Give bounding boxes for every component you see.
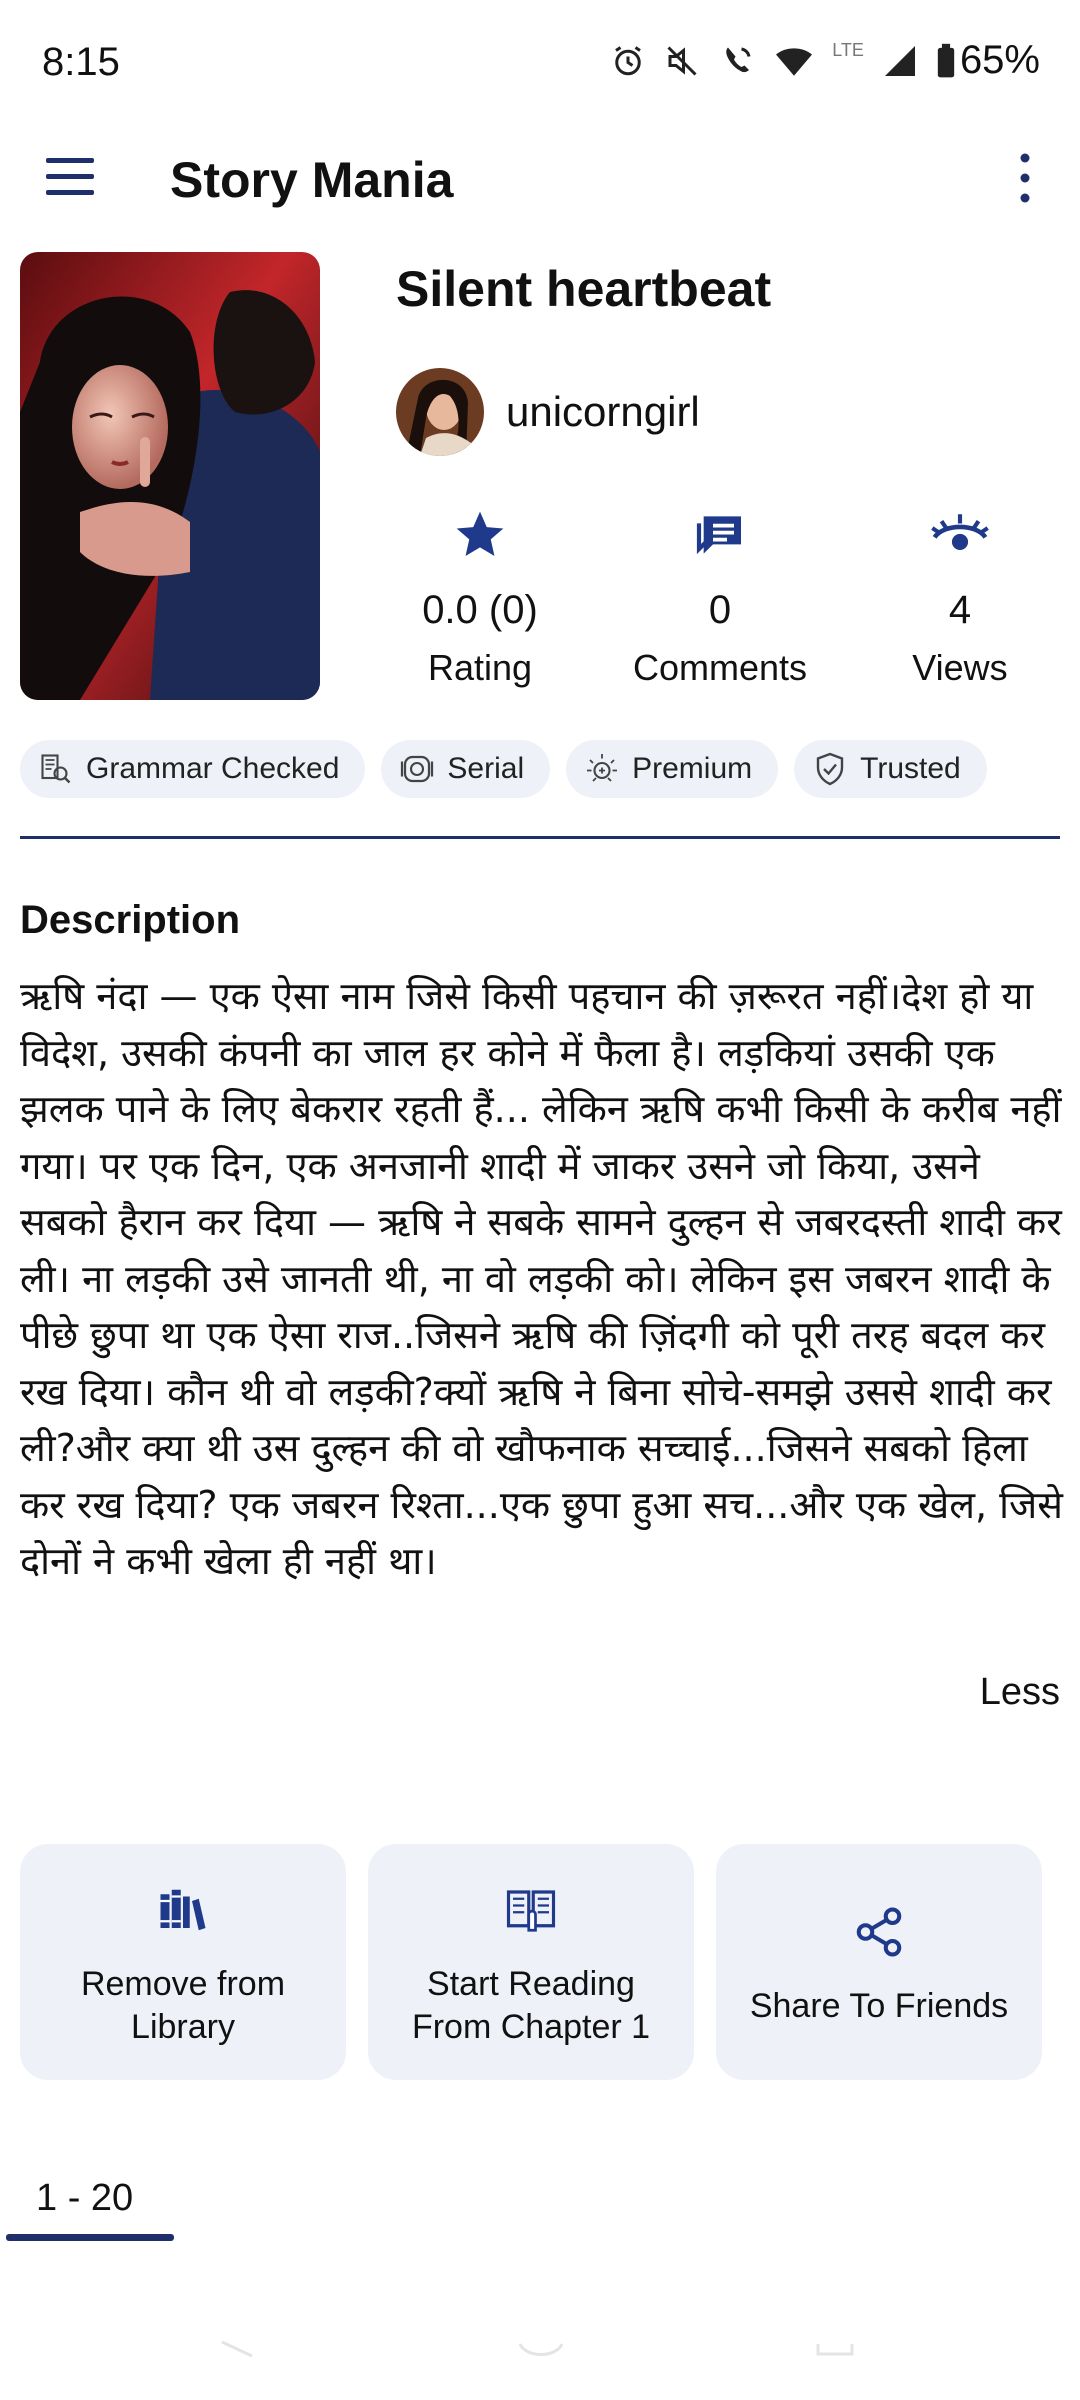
action-label: Remove from Library bbox=[80, 1965, 286, 2046]
serial-icon bbox=[399, 751, 435, 787]
star-icon bbox=[452, 507, 508, 563]
stat-rating bbox=[360, 500, 600, 696]
tag-label: Grammar Checked bbox=[86, 752, 340, 785]
status-time: 8:15 bbox=[42, 40, 120, 84]
description-text: ऋषि नंदा — एक ऐसा नाम जिसे किसी पहचान की ज़रूरत नहीं।देश हो या विदेश, उसकी कंपनी का जाल हर कोने में फैला है। लड़कियां उसकी एक झलक पाने के लिए बेकरार रहती हैं... लेकिन ऋषि कभी किसी के करीब नहीं गया। पर एक दिन, एक अनजानी शादी में जाकर उसने जो किया, उसने सबको हैरान कर दिया — ऋषि ने सबके सामने दुल्हन से जबरदस्ती शादी कर ली। ना लड़की उसे जानती थी, ना वो लड़की को। लेकिन इस जबरन शादी के पीछे छुपा था एक ऐसा राज..जिसने ऋषि की ज़िंदगी को पूरी तरह बदल कर रख दिया। कौन थी वो लड़की?क्यों ऋषि ने बिना सोचे-समझे उससे शादी कर ली?और क्या थी उस दुल्हन की वो खौफनाक सच्चाई...जिसने सबको हिला कर रख दिया? एक जबरन रिश्ता...एक छुपा हुआ सच...और एक खेल, जिसे दोनों ने कभी खेला ही नहीं था। bbox=[20, 974, 1063, 1583]
app-title: Story Mania bbox=[170, 152, 454, 208]
tag-label: Premium bbox=[632, 752, 753, 785]
tag-serial bbox=[381, 740, 550, 798]
action-label: Start Reading From Chapter 1 bbox=[411, 1965, 651, 2046]
section-divider bbox=[20, 836, 1060, 839]
mute-icon bbox=[664, 43, 700, 79]
signal-icon bbox=[882, 43, 918, 79]
views-value: 4 bbox=[948, 588, 972, 632]
story-cover-image bbox=[20, 252, 320, 700]
network-type: LTE bbox=[832, 40, 864, 60]
wifi-call-icon bbox=[718, 43, 756, 79]
alarm-icon bbox=[610, 43, 646, 79]
tag-trusted bbox=[794, 740, 987, 798]
rating-value: 0.0 (0) bbox=[422, 588, 538, 632]
more-options-icon[interactable] bbox=[1010, 146, 1040, 210]
nav-recents-hint-icon[interactable] bbox=[816, 2340, 856, 2360]
story-tags bbox=[20, 740, 987, 798]
comments-label: Comments bbox=[632, 647, 808, 688]
hamburger-menu-icon[interactable] bbox=[44, 150, 100, 206]
show-less-link[interactable]: Less bbox=[979, 1671, 1060, 1713]
battery-percentage: 65% bbox=[959, 38, 1040, 82]
description-title: Description bbox=[20, 898, 241, 942]
open-book-icon bbox=[504, 1883, 558, 1937]
tab-indicator bbox=[6, 2234, 174, 2241]
comments-value: 0 bbox=[708, 588, 732, 632]
views-label: Views bbox=[912, 647, 1008, 688]
stat-comments[interactable] bbox=[600, 500, 840, 696]
author-avatar[interactable] bbox=[396, 368, 484, 456]
rating-label: Rating bbox=[427, 647, 533, 688]
action-cards bbox=[20, 1844, 1042, 2080]
app-bar bbox=[0, 130, 1080, 270]
chapter-range-tab[interactable]: 1 - 20 bbox=[36, 2177, 134, 2219]
status-bar bbox=[0, 0, 1080, 130]
story-stats bbox=[360, 500, 1060, 700]
battery-icon bbox=[936, 43, 956, 79]
nav-home-hint-icon[interactable] bbox=[516, 2340, 566, 2360]
start-reading-button[interactable] bbox=[368, 1844, 694, 2080]
premium-icon bbox=[584, 751, 620, 787]
author-row[interactable] bbox=[396, 368, 700, 456]
eye-icon bbox=[930, 507, 990, 563]
tag-grammar-checked bbox=[20, 740, 365, 798]
tag-label: Trusted bbox=[860, 752, 961, 785]
tag-label: Serial bbox=[447, 752, 525, 785]
trusted-shield-icon bbox=[812, 751, 848, 787]
share-to-friends-button[interactable] bbox=[716, 1844, 1042, 2080]
library-books-icon bbox=[156, 1883, 210, 1937]
remove-from-library-button[interactable] bbox=[20, 1844, 346, 2080]
action-label: Share To Friends bbox=[749, 1986, 1009, 2025]
tag-premium bbox=[566, 740, 778, 798]
nav-back-hint-icon[interactable] bbox=[220, 2340, 260, 2360]
status-icons bbox=[610, 38, 1040, 83]
comments-icon[interactable] bbox=[692, 507, 748, 563]
stat-views bbox=[840, 500, 1080, 696]
grammar-check-icon bbox=[38, 751, 74, 787]
share-icon bbox=[852, 1905, 906, 1959]
story-title: Silent heartbeat bbox=[396, 261, 772, 317]
author-name[interactable]: unicorngirl bbox=[506, 388, 700, 435]
wifi-icon bbox=[774, 43, 814, 79]
